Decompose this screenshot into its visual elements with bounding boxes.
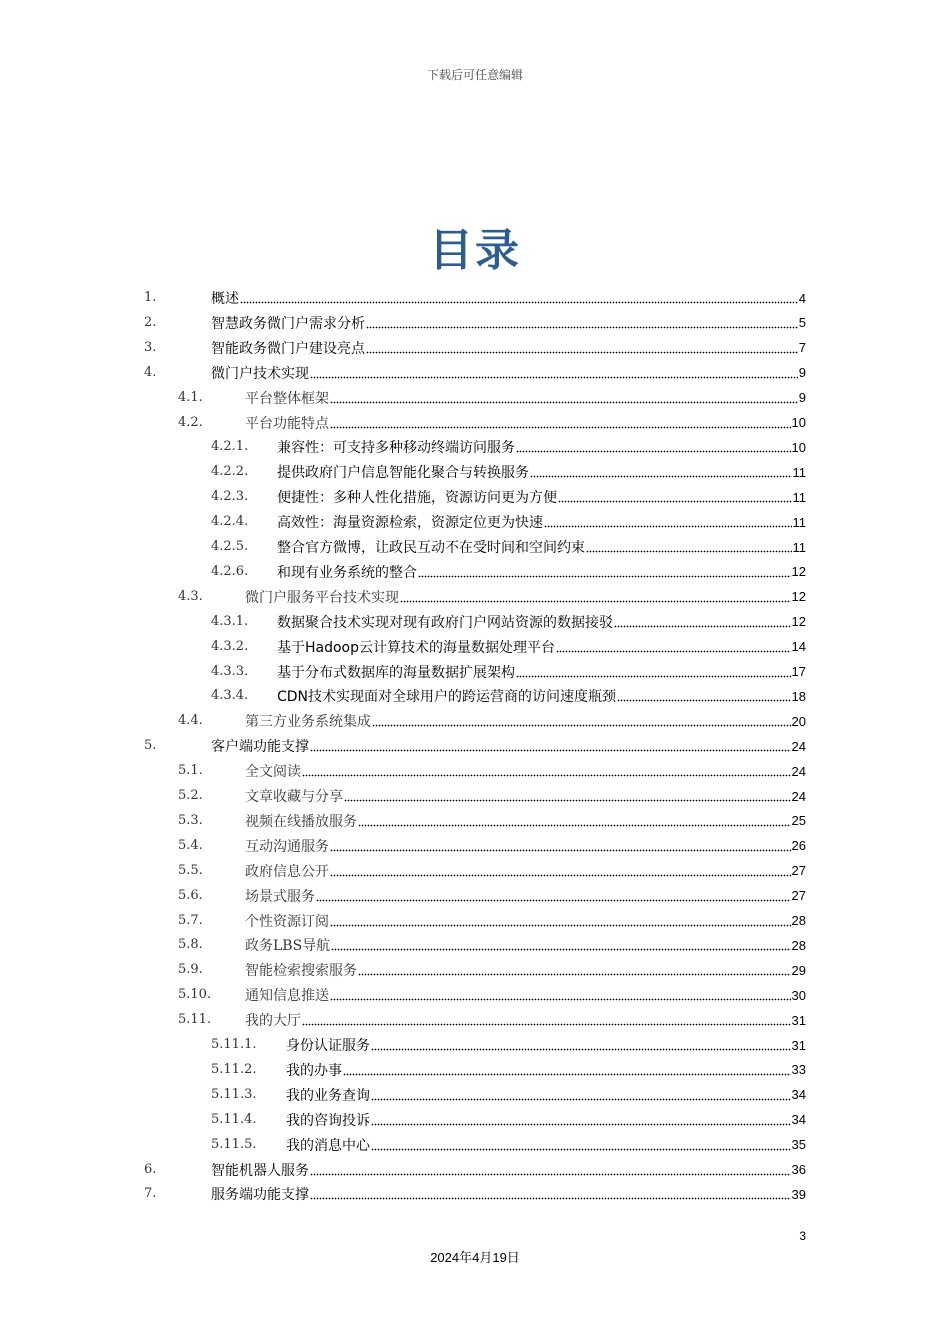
toc-entry[interactable] — [0, 610, 806, 634]
toc-entry-page: 35 — [791, 1137, 806, 1153]
toc-entry-page: 33 — [791, 1062, 806, 1078]
toc-dot-leader — [344, 784, 791, 808]
toc-entry-page: 20 — [791, 713, 806, 729]
toc-entry-title: 数据聚合技术实现对现有政府门户网站资源的数据接驳 — [277, 614, 613, 631]
toc-entry-number: 5.3. — [178, 812, 203, 828]
toc-entry-title: 基于Hadoop云计算技术的海量数据处理平台 — [277, 639, 556, 656]
toc-dot-leader — [371, 1033, 791, 1057]
toc-entry-page: 17 — [791, 664, 806, 679]
toc-dot-leader — [586, 535, 792, 559]
toc-entry-number: 4.3.1. — [211, 613, 249, 629]
toc-entry-title: 政府信息公开 — [245, 863, 329, 880]
toc-entry-title: 微门户服务平台技术实现 — [245, 589, 399, 606]
toc-entry[interactable] — [0, 834, 806, 858]
toc-entry-number: 5.5. — [178, 862, 203, 878]
toc-entry[interactable] — [0, 809, 806, 833]
toc-entry[interactable] — [0, 560, 806, 584]
toc-entry-title: 便捷性：多种人性化措施，资源访问更为方便 — [277, 490, 557, 507]
toc-entry[interactable] — [0, 1033, 806, 1057]
toc-dot-leader — [330, 834, 791, 858]
toc-entry-page: 18 — [791, 688, 806, 704]
toc-dot-leader — [310, 1182, 791, 1206]
toc-entry-number: 7. — [144, 1186, 157, 1202]
toc-entry-number: 4.2.2. — [211, 464, 249, 480]
toc-entry[interactable] — [0, 958, 806, 982]
toc-entry-title: 政务LBS导航 — [245, 938, 331, 955]
toc-entry[interactable] — [0, 1182, 806, 1206]
toc-entry-number: 2. — [144, 314, 157, 330]
toc-dot-leader — [556, 635, 791, 659]
footer-date: 2024年4月19日 — [430, 1250, 520, 1265]
toc-entry-page: 24 — [791, 763, 806, 779]
toc-entry[interactable] — [0, 734, 806, 758]
toc-entry[interactable] — [0, 933, 806, 957]
toc-entry-page: 14 — [791, 639, 806, 655]
toc-entry-number: 4.2.5. — [211, 539, 249, 554]
toc-entry-title: 兼容性：可支持多种移动终端访问服务 — [277, 440, 515, 457]
toc-entry[interactable] — [0, 485, 806, 509]
toc-entry-title: 智能机器人服务 — [211, 1162, 309, 1179]
toc-dot-leader — [530, 460, 792, 484]
toc-entry-number: 4.3. — [178, 588, 203, 604]
toc-entry-number: 5.11.5. — [211, 1136, 257, 1152]
toc-dot-leader — [372, 709, 791, 733]
toc-entry-page: 12 — [791, 589, 806, 605]
toc-entry-number: 4.2.1. — [211, 439, 249, 455]
toc-dot-leader — [400, 585, 791, 609]
toc-entry-page: 31 — [791, 1037, 806, 1053]
toc-entry-number: 5.11.1. — [211, 1037, 257, 1052]
toc-dot-leader — [302, 759, 791, 783]
toc-entry-page: 12 — [791, 614, 806, 630]
toc-entry-page: 10 — [791, 415, 806, 430]
toc-entry[interactable] — [0, 585, 806, 609]
toc-entry[interactable] — [0, 336, 806, 360]
toc-entry-title: 我的办事 — [286, 1062, 342, 1079]
header-note: 下载后可任意编辑 — [426, 68, 523, 82]
toc-entry-number: 1. — [144, 290, 157, 305]
toc-entry-number: 5.7. — [178, 912, 203, 928]
toc-dot-leader — [310, 361, 798, 385]
toc-entry[interactable] — [0, 784, 806, 808]
toc-entry[interactable] — [0, 460, 806, 484]
toc-entry-title: 视频在线播放服务 — [245, 813, 357, 830]
toc-entry-page: 4 — [798, 290, 806, 306]
toc-entry-title: 客户端功能支撑 — [211, 739, 309, 756]
toc-entry-title: 我的大厅 — [245, 1013, 301, 1030]
toc-entry-page: 11 — [792, 539, 806, 555]
toc-entry-page: 11 — [792, 489, 806, 505]
toc-entry-number: 4.2.3. — [211, 489, 249, 505]
toc-entry-number: 5.11. — [178, 1012, 212, 1028]
toc-dot-leader — [310, 734, 791, 758]
toc-entry-number: 5.2. — [178, 788, 203, 803]
toc-entry-number: 4. — [144, 364, 157, 380]
toc-entry[interactable] — [0, 709, 806, 733]
toc-entry-page: 11 — [792, 514, 806, 530]
toc-dot-leader — [516, 435, 791, 459]
toc-dot-leader — [371, 1108, 791, 1132]
toc-entry-number: 4.3.3. — [211, 663, 249, 679]
toc-entry-number: 4.2. — [178, 414, 203, 430]
toc-entry-page: 30 — [791, 987, 806, 1003]
toc-dot-leader — [331, 933, 790, 957]
toc-entry-number: 5.11.3. — [211, 1086, 257, 1102]
toc-dot-leader — [330, 909, 791, 933]
toc-entry-title: 个性资源订阅 — [245, 913, 329, 930]
toc-dot-leader — [366, 311, 798, 335]
toc-entry-number: 5. — [144, 738, 157, 754]
toc-dot-leader — [240, 286, 798, 310]
toc-entry[interactable] — [0, 361, 806, 385]
page-number: 3 — [799, 1229, 806, 1243]
toc-entry-title: 平台整体框架 — [245, 390, 329, 407]
toc-dot-leader — [371, 1083, 791, 1107]
toc-entry[interactable] — [0, 884, 806, 908]
toc-entry-page: 10 — [791, 439, 806, 455]
toc-entry-title: 我的消息中心 — [286, 1137, 370, 1154]
toc-entry-number: 5.4. — [178, 837, 203, 853]
toc-entry[interactable] — [0, 635, 806, 659]
toc-entry-number: 4.1. — [178, 389, 203, 405]
toc-entry-title: 基于分布式数据库的海量数据扩展架构 — [277, 664, 515, 681]
toc-entry-page: 9 — [798, 365, 806, 381]
toc-entry-page: 5 — [798, 315, 806, 331]
toc-dot-leader — [330, 386, 798, 410]
toc-heading: 目录 — [429, 225, 521, 276]
toc-entry-page: 34 — [791, 1112, 806, 1128]
toc-entry-title: 我的咨询投诉 — [286, 1112, 370, 1129]
toc-entry-title: 通知信息推送 — [245, 988, 329, 1005]
toc-dot-leader — [516, 660, 791, 684]
toc-dot-leader — [366, 336, 798, 360]
toc-entry[interactable] — [0, 983, 806, 1007]
toc-entry[interactable] — [0, 1158, 806, 1182]
toc-dot-leader — [418, 560, 791, 584]
toc-entry-page: 9 — [798, 390, 806, 406]
toc-entry-title: 概述 — [211, 291, 239, 307]
toc-entry-page: 26 — [791, 838, 806, 854]
toc-entry[interactable] — [0, 311, 806, 335]
toc-dot-leader — [358, 958, 791, 982]
toc-entry-number: 4.2.4. — [211, 514, 249, 530]
toc-entry-number: 4.3.2. — [211, 638, 249, 654]
toc-dot-leader — [310, 1158, 791, 1182]
toc-entry-page: 28 — [791, 913, 806, 928]
toc-entry-number: 4.3.4. — [211, 688, 249, 704]
toc-entry-title: 全文阅读 — [245, 764, 301, 781]
toc-entry[interactable] — [0, 386, 806, 410]
toc-entry-number: 6. — [144, 1161, 157, 1177]
toc-entry-title: 服务端功能支撑 — [211, 1187, 309, 1204]
toc-entry-title: 微门户技术实现 — [211, 365, 309, 382]
toc-entry-number: 5.9. — [178, 962, 203, 978]
toc-dot-leader — [544, 510, 792, 534]
toc-entry[interactable] — [0, 435, 806, 459]
toc-entry-title: 第三方业务系统集成 — [245, 714, 371, 731]
toc-entry-number: 5.1. — [178, 763, 203, 779]
toc-entry-page: 12 — [791, 564, 806, 580]
toc-entry-title: 文章收藏与分享 — [245, 789, 343, 805]
toc-entry-number: 5.6. — [178, 887, 203, 903]
toc-dot-leader — [316, 884, 791, 908]
toc-entry[interactable] — [0, 411, 806, 435]
toc-entry[interactable] — [0, 1008, 806, 1032]
toc-entry-title: 智能检索搜索服务 — [245, 963, 357, 980]
toc-entry-number: 5.11.4. — [211, 1111, 257, 1127]
toc-entry-number: 5.10. — [178, 987, 212, 1003]
toc-dot-leader — [302, 1008, 791, 1032]
toc-entry-page: 31 — [791, 1012, 806, 1028]
toc-dot-leader — [343, 1058, 791, 1082]
toc-entry-title: 提供政府门户信息智能化聚合与转换服务 — [277, 465, 529, 482]
toc-entry-page: 7 — [798, 340, 806, 356]
toc-entry[interactable] — [0, 1108, 806, 1132]
toc-entry-title: 智慧政务微门户需求分析 — [211, 315, 365, 332]
toc-entry-page: 27 — [791, 863, 806, 879]
toc-entry-page: 39 — [791, 1186, 806, 1202]
toc-entry[interactable] — [0, 286, 806, 310]
toc-dot-leader — [371, 1133, 791, 1157]
toc-dot-leader — [330, 983, 791, 1007]
toc-entry-page: 24 — [791, 788, 806, 804]
toc-entry-number: 5.11.2. — [211, 1061, 257, 1077]
toc-entry[interactable] — [0, 1133, 806, 1157]
toc-entry-page: 28 — [791, 937, 806, 953]
toc-entry-page: 25 — [791, 813, 806, 829]
toc-entry[interactable] — [0, 1083, 806, 1107]
toc-entry-page: 24 — [791, 738, 806, 754]
toc-dot-leader — [358, 809, 791, 833]
toc-dot-leader — [614, 610, 791, 634]
toc-dot-leader — [330, 411, 791, 435]
toc-entry[interactable] — [0, 909, 806, 933]
toc-entry-page: 27 — [791, 888, 806, 904]
toc-entry-title: 互动沟通服务 — [245, 838, 329, 855]
toc-entry-title: 平台功能特点 — [245, 415, 329, 432]
toc-entry-title: 身份认证服务 — [286, 1038, 370, 1054]
toc-entry-page: 29 — [791, 962, 806, 978]
toc-dot-leader — [330, 859, 791, 883]
toc-entry-page: 34 — [791, 1087, 806, 1103]
toc-entry-number: 4.2.6. — [211, 563, 249, 579]
toc-entry[interactable] — [0, 859, 806, 883]
toc-entry-title: 高效性：海量资源检索，资源定位更为快速 — [277, 515, 543, 532]
toc-entry[interactable] — [0, 510, 806, 534]
toc-entry[interactable] — [0, 684, 806, 708]
toc-entry-title: CDN技术实现面对全球用户的跨运营商的访问速度瓶颈 — [277, 689, 617, 706]
toc-entry-number: 3. — [144, 339, 157, 355]
toc-entry-title: 和现有业务系统的整合 — [277, 564, 417, 581]
toc-entry[interactable] — [0, 759, 806, 783]
toc-entry-page: 11 — [792, 464, 806, 480]
toc-entry-number: 5.8. — [178, 937, 203, 953]
toc-entry-title: 智能政务微门户建设亮点 — [211, 340, 365, 357]
toc-entry-number: 4.4. — [178, 713, 203, 729]
toc-dot-leader — [558, 485, 792, 509]
toc-dot-leader — [617, 684, 791, 708]
toc-entry[interactable] — [0, 1058, 806, 1082]
toc-entry-title: 场景式服务 — [245, 888, 315, 905]
toc-entry-page: 36 — [791, 1162, 806, 1177]
toc-entry[interactable] — [0, 535, 806, 559]
toc-entry-title: 整合官方微博，让政民互动不在受时间和空间约束 — [277, 540, 585, 556]
toc-entry[interactable] — [0, 660, 806, 684]
toc-entry-title: 我的业务查询 — [286, 1087, 370, 1104]
